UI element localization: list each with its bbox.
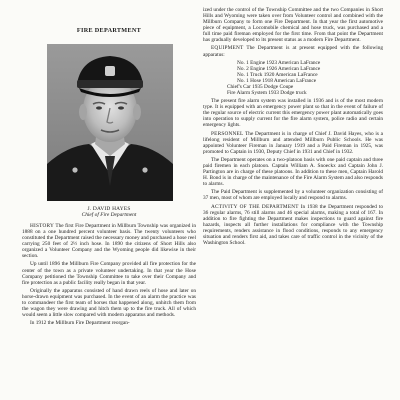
paragraph-personnel — [203, 131, 383, 155]
equipment-item: No. 1 Truck 1920 American LaFrance — [237, 71, 318, 78]
paragraph-text: In 1938 the Department responded to 36 regular alarms, 76 still alarms and 46 special alarms, making a total of 167. In addition to fire fighting the Department makes inspections to guard against fire hazards, inspects all further installations for compliance with the Township requirements, renders assistance in flood conditions, responds to any emergency situation and renders first aid, and takes care of traffic control in the vicinity of the Washington School. — [203, 203, 383, 246]
equipment-item: No. 2 Engine 1926 American LaFrance — [237, 65, 321, 72]
paragraph — [22, 261, 196, 285]
paragraph-text: In 1912 the Millburn Fire Department reorgan- — [30, 320, 130, 327]
equipment-list — [203, 60, 383, 96]
paragraph-activity — [203, 204, 383, 246]
paragraph — [203, 189, 383, 201]
paragraph-equipment — [203, 45, 383, 57]
paragraph — [22, 320, 196, 326]
paragraph-text: The first Fire Department in Millburn Township was organized in 1888 on a one hundred percent volunteer basis. The twenty volunteers who constituted the Department raised the necessary money and purchased a hose reel carrying 250 feet of 2½ inch hose. In 1890 the citizens of Short Hills also organized a Volunteer Company and the Wyoming people did likewise in their section. — [22, 223, 196, 260]
paragraph-fire-alarm — [203, 98, 383, 128]
portrait-image — [47, 44, 173, 201]
equipment-item: Chief's Car 1935 Dodge Coupe — [227, 83, 294, 90]
photo-caption-name: J. DAVID HAYES — [87, 206, 131, 212]
paragraph-text: ized under the control of the Township Committee and the two Companies in Short Hills and Wyoming were taken over from Volunteer control and combined with the Millburn Company to form one Fire Department. In that year the first automotive piece of equipment, a Locomobile chemical and hose truck, was purchased and a full time paid fireman employed for the first time. From that point the Department has gradually developed to its present status as a modern Fire Department. — [203, 7, 383, 44]
equipment-item: Fire Alarm System 1933 Dodge truck — [227, 89, 307, 96]
paragraph-text: The present fire alarm system was installed in 1936 and is of the most modern type. It is equipped with an emergency power plant so that in the event of failure of the regular source of electric current this emergency power plant automatically goes into operation to supply current for the fire alarm system, police radio and certain emergency lights. — [203, 98, 383, 129]
paragraph-text: Up until 1896 the Millburn Fire Company provided all fire protection for the center of the town as a private volunteer undertaking. In that year the Hose Company petitioned the Township Committee to take over their Company and fire protection as a public facility really began in that year. — [22, 261, 196, 286]
paragraph-text: The Paid Department is supplemented by a volunteer organization consisting of 37 men, most of whom are employed locally and respond to alarms. — [203, 189, 383, 202]
paragraph-lead: HISTORY — [30, 223, 54, 229]
paragraph-continued — [203, 7, 383, 43]
paragraph — [22, 288, 196, 318]
left-column-text — [22, 223, 196, 329]
right-column-text — [203, 7, 383, 248]
paragraph-history — [22, 223, 196, 259]
equipment-item: No. 1 Engine 1923 American LaFrance — [237, 59, 321, 66]
paragraph-lead: ACTIVITY OF THE DEPARTMENT — [211, 203, 299, 210]
photo-caption-role: Chief of Fire Department — [81, 212, 137, 218]
equipment-item: No. 1 Hose 1918 American LaFrance — [237, 77, 317, 84]
paragraph-lead: PERSONNEL — [211, 130, 244, 137]
paragraph-text: The Department is in charge of Chief J. David Hayes, who is a lifelong resident of Millburn and attended Millburn Public Schools. He was appointed Volunteer Fireman in January 1919 and a Paid Fireman in 1925, was promoted to Captain in 1930, Deputy Chief in 1931 and Chief in 1932. — [203, 130, 383, 155]
paragraph — [203, 157, 383, 187]
paragraph-lead: EQUIPMENT — [211, 45, 244, 52]
chief-portrait-photo — [47, 44, 173, 201]
page-title: FIRE DEPARTMENT — [76, 27, 142, 34]
paragraph-text: The Department operates on a two-platoon basis with one paid captain and three paid firemen in each platoon. Captain William A. Snoeckx and Captain John J. Partington are in charge of these platoons. In addition to these men, Captain Harold H. Bond is in charge of the maintenance of the Fire Alarm System and also responds to alarms. — [203, 157, 383, 188]
paragraph-text: The Department is at present equipped with the following apparatus: — [203, 45, 383, 58]
paragraph-text: Originally the apparatus consisted of hand drawn reels of hose and later on horse-drawn equipment was purchased. In the event of an alarm the practice was to commandeer the first team of horses that happened along, unhitch them from the wagon they were drawing and hitch them up to the fire truck. All of which would seem a little slow compared with modern apparatus and methods. — [22, 287, 196, 319]
